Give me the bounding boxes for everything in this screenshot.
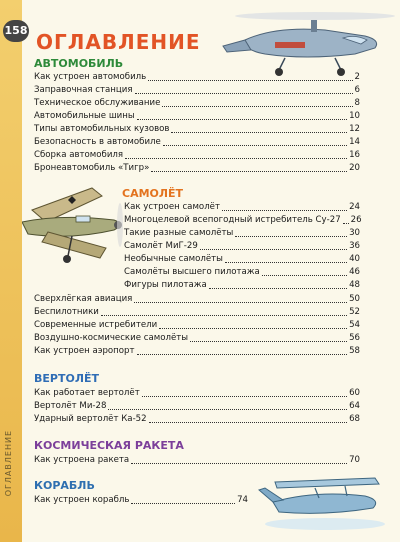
- toc-entry-label: Как работает вертолёт: [34, 388, 140, 398]
- toc-entry-page: 12: [349, 124, 360, 134]
- toc-entry-label: Многоцелевой всепогодный истребитель Су-27: [124, 215, 341, 225]
- toc-entry-label: Современные истребители: [34, 320, 158, 330]
- airplane-illustration: [22, 170, 132, 280]
- toc-entry-label: Самолёты высшего пилотажа: [124, 267, 260, 277]
- toc-entry-label: Как устроен самолёт: [124, 202, 220, 212]
- toc-entry-page: 54: [349, 320, 360, 330]
- page-title: ОГЛАВЛЕНИЕ: [36, 30, 201, 54]
- section-title-airplane: САМОЛЁТ: [122, 187, 184, 200]
- toc-entry-label: Сверхлёгкая авиация: [34, 294, 133, 304]
- toc-entry[interactable]: [124, 213, 360, 226]
- dot-leader: [134, 302, 347, 303]
- toc-entry-label: Как устроена ракета: [34, 455, 130, 465]
- toc-entry-label: Необычные самолёты: [124, 254, 223, 264]
- toc-entry[interactable]: [34, 453, 360, 466]
- toc-entry-page: 2: [354, 72, 360, 82]
- helicopter-illustration: [215, 2, 397, 80]
- toc-entry[interactable]: [34, 305, 360, 318]
- toc-entry[interactable]: [34, 493, 248, 506]
- dot-leader: [149, 422, 347, 423]
- toc-entry[interactable]: [124, 265, 360, 278]
- toc-entry-page: 30: [349, 228, 360, 238]
- toc-entry[interactable]: [34, 318, 360, 331]
- toc-entry[interactable]: [34, 135, 360, 148]
- toc-entry-page: 40: [349, 254, 360, 264]
- toc-entry[interactable]: [34, 292, 360, 305]
- dot-leader: [137, 119, 347, 120]
- toc-entry-page: 56: [349, 333, 360, 343]
- toc-entry-label: Безопасность в автомобиле: [34, 137, 161, 147]
- toc-entry-page: 8: [354, 98, 360, 108]
- toc-entry-page: 60: [349, 388, 360, 398]
- toc-entry[interactable]: [124, 200, 360, 213]
- toc-entry-page: 10: [349, 111, 360, 121]
- dot-leader: [222, 210, 347, 211]
- section-title-car: АВТОМОБИЛЬ: [34, 57, 124, 70]
- toc-entry[interactable]: [34, 70, 360, 83]
- toc-entry-label: Самолёт МиГ-29: [124, 241, 198, 251]
- dot-leader: [190, 341, 347, 342]
- dot-leader: [137, 354, 348, 355]
- toc-entry[interactable]: [34, 83, 360, 96]
- toc-entry-label: Вертолёт Ми-28: [34, 401, 107, 411]
- toc-entry-page: 64: [349, 401, 360, 411]
- dot-leader: [235, 236, 347, 237]
- seaplane-illustration: [255, 458, 395, 538]
- dot-leader: [148, 80, 352, 81]
- page-number: 158: [3, 20, 29, 42]
- toc-entry-label: Такие разные самолёты: [124, 228, 234, 238]
- side-label: ОГЛАВЛЕНИЕ: [4, 430, 13, 497]
- toc-entry-label: Типы автомобильных кузовов: [34, 124, 170, 134]
- toc-entry-label: Автомобильные шины: [34, 111, 135, 121]
- toc-entry-label: Фигуры пилотажа: [124, 280, 207, 290]
- toc-entry-page: 14: [349, 137, 360, 147]
- toc-entry-page: 20: [349, 163, 360, 173]
- dot-leader: [262, 275, 347, 276]
- dot-leader: [159, 328, 347, 329]
- toc-entry-page: 48: [349, 280, 360, 290]
- dot-leader: [171, 132, 347, 133]
- toc-entry[interactable]: [34, 331, 360, 344]
- toc-entry-page: 68: [349, 414, 360, 424]
- dot-leader: [131, 503, 235, 504]
- dot-leader: [101, 315, 347, 316]
- dot-leader: [163, 145, 347, 146]
- toc-entry-page: 50: [349, 294, 360, 304]
- dot-leader: [131, 463, 347, 464]
- toc-entry-page: 24: [349, 202, 360, 212]
- toc-entry[interactable]: [34, 412, 360, 425]
- dot-leader: [125, 158, 347, 159]
- toc-entry-page: 58: [349, 346, 360, 356]
- toc-entry-page: 26: [350, 215, 362, 225]
- toc-entry[interactable]: [124, 239, 360, 252]
- toc-entry[interactable]: [34, 399, 360, 412]
- toc-entry[interactable]: [34, 122, 360, 135]
- toc-entry-page: 74: [237, 495, 248, 505]
- dot-leader: [142, 396, 347, 397]
- toc-entry-page: 52: [349, 307, 360, 317]
- toc-entry[interactable]: [34, 344, 360, 357]
- toc-entry[interactable]: [34, 109, 360, 122]
- toc-entry-page: 6: [354, 85, 360, 95]
- toc-entry-page: 70: [349, 455, 360, 465]
- dot-leader: [162, 106, 352, 107]
- dot-leader: [209, 288, 347, 289]
- toc-entry-label: Техническое обслуживание: [34, 98, 161, 108]
- toc-entry-label: Беспилотники: [34, 307, 99, 317]
- toc-entry[interactable]: [124, 252, 360, 265]
- dot-leader: [200, 249, 347, 250]
- toc-entry[interactable]: [34, 148, 360, 161]
- section-title-helicopter: ВЕРТОЛЁТ: [34, 372, 99, 385]
- toc-entry-page: 16: [349, 150, 360, 160]
- toc-entry[interactable]: [34, 386, 360, 399]
- toc-entry-label: Как устроен аэропорт: [34, 346, 135, 356]
- section-title-ship: КОРАБЛЬ: [34, 479, 95, 492]
- dot-leader: [225, 262, 347, 263]
- toc-entry-page: 46: [349, 267, 360, 277]
- dot-leader: [151, 171, 347, 172]
- toc-entry-label: Заправочная станция: [34, 85, 133, 95]
- section-title-rocket: КОСМИЧЕСКАЯ РАКЕТА: [34, 439, 184, 452]
- toc-entry[interactable]: [34, 96, 360, 109]
- dot-leader: [108, 409, 347, 410]
- toc-entry[interactable]: [124, 278, 360, 291]
- dot-leader: [343, 223, 349, 224]
- toc-entry-label: Как устроен корабль: [34, 495, 130, 505]
- toc-entry-label: Сборка автомобиля: [34, 150, 124, 160]
- toc-entry[interactable]: [124, 226, 360, 239]
- toc-entry-page: 36: [349, 241, 360, 251]
- toc-entry[interactable]: [34, 161, 360, 174]
- toc-entry-label: Воздушно-космические самолёты: [34, 333, 189, 343]
- toc-entry-label: Как устроен автомобиль: [34, 72, 147, 82]
- toc-entry-label: Бронеавтомобиль «Тигр»: [34, 163, 150, 173]
- dot-leader: [135, 93, 353, 94]
- toc-entry-label: Ударный вертолёт Ка-52: [34, 414, 147, 424]
